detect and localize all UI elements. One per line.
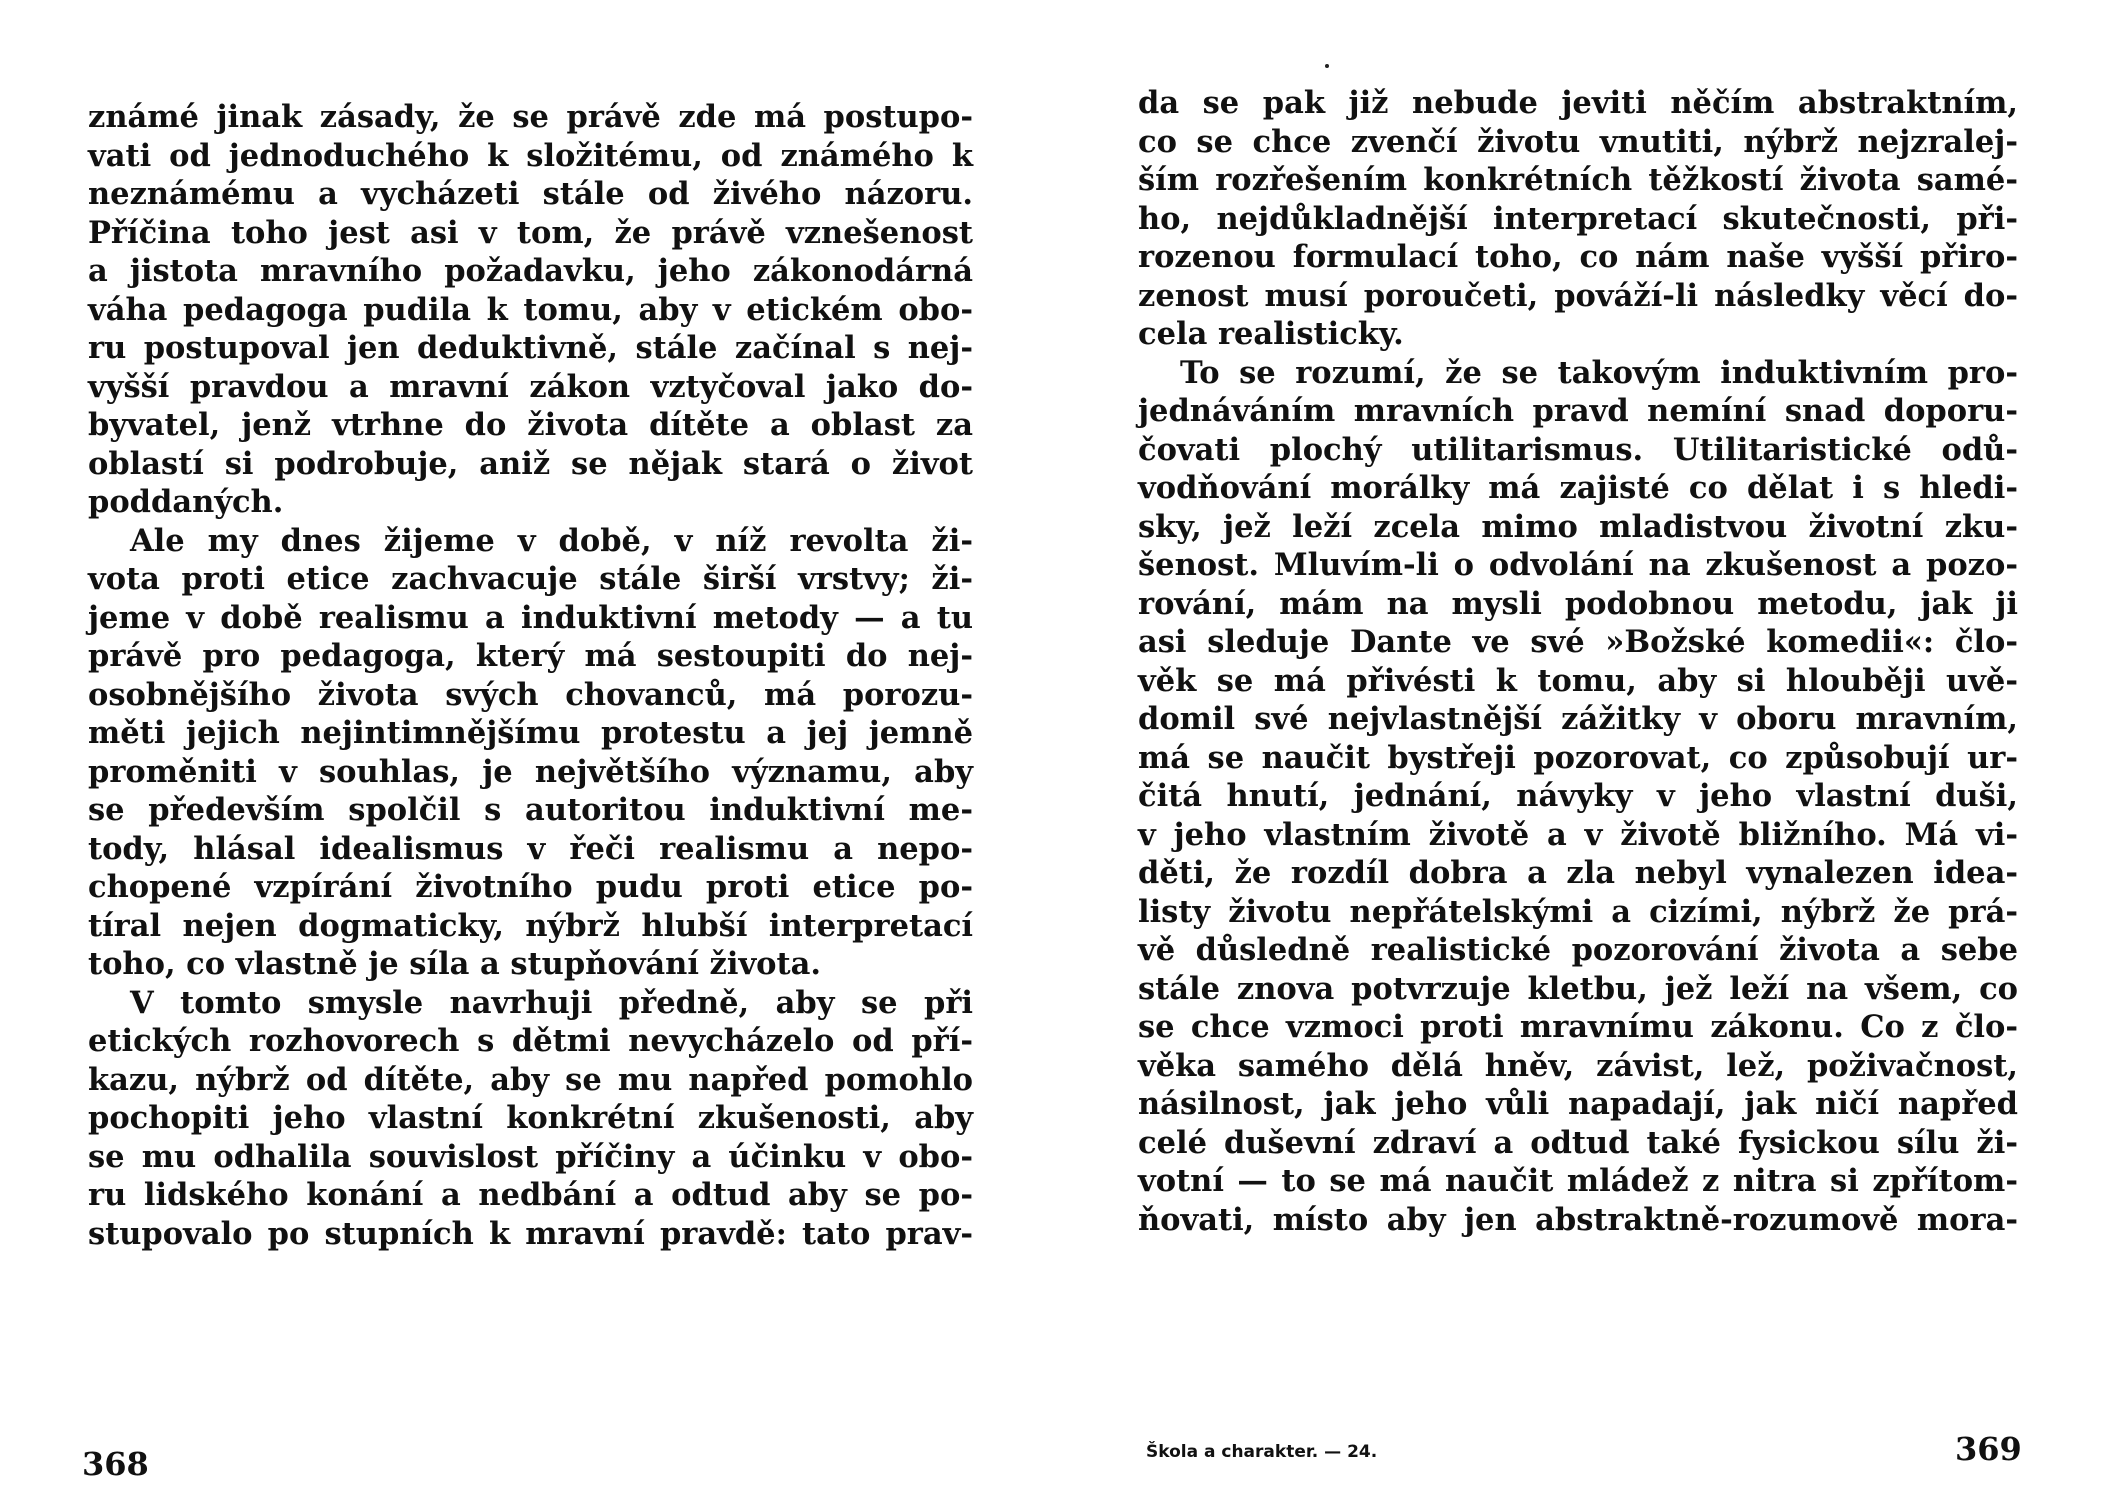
text-line: se chce vzmoci proti mravnímu zákonu. Co z člo- xyxy=(1138,1009,2018,1045)
text-line: čovati plochý utilitarismus. Utilitaristické odů- xyxy=(1138,431,2018,468)
text-line: pochopiti jeho vlastní konkrétní zkušenosti, aby xyxy=(88,1100,973,1136)
text-line: toho, co vlastně je síla a stupňování života. xyxy=(88,946,821,982)
page-number-left: 368 xyxy=(82,1445,149,1483)
text-line: oblastí si podrobuje, aniž se nějak stará o život xyxy=(88,445,973,482)
text-line: celé duševní zdraví a odtud také fysickou sílu ži- xyxy=(1138,1124,2018,1161)
text-line: měti jejich nejintimnějšímu protestu a jej jemně xyxy=(88,715,973,751)
text-line: právě pro pedagoga, který má sestoupiti do nej- xyxy=(88,638,973,674)
text-line: votní — to se má naučit mládež z nitra si zpřítom- xyxy=(1138,1163,2018,1199)
text-line: asi sleduje Dante ve své »Božské komedii«: člo- xyxy=(1138,624,2018,660)
text-line: se mu odhalila souvislost příčiny a účinku v obo- xyxy=(88,1138,973,1175)
text-line: rozenou formulací toho, co nám naše vyšší přiro- xyxy=(1138,239,2018,275)
text-line: sky, jež leží zcela mimo mladistvou životní zku- xyxy=(1138,508,2018,545)
text-line: vě důsledně realistické pozorování života a sebe xyxy=(1138,932,2018,968)
text-line: v jeho vlastním životě a v životě bližního. Má vi- xyxy=(1138,816,2018,853)
text-line: násilnost, jak jeho vůli napadají, jak ničí napřed xyxy=(1138,1086,2018,1122)
text-line: listy životu nepřátelskými a cizími, nýbrž že prá- xyxy=(1138,893,2018,930)
text-line: ho, nejdůkladnější interpretací skutečnosti, při- xyxy=(1138,200,2018,237)
text-line: etických rozhovorech s dětmi nevycházelo od pří- xyxy=(88,1023,973,1059)
text-line: kazu, nýbrž od dítěte, aby se mu napřed pomohlo xyxy=(88,1061,973,1098)
text-line: vota proti etice zachvacuje stále širší vrstvy; ži- xyxy=(88,561,973,597)
text-line: osobnějšího života svých chovanců, má porozu- xyxy=(88,676,973,713)
text-line: stále znova potvrzuje kletbu, jež leží na všem, co xyxy=(1138,970,2018,1007)
left-page-text xyxy=(88,98,973,1253)
text-line: proměniti v souhlas, je největšího významu, aby xyxy=(88,753,973,790)
text-line: vyšší pravdou a mravní zákon vztyčoval jako do- xyxy=(88,368,973,405)
text-line: da se pak již nebude jeviti něčím abstraktním, xyxy=(1138,85,2018,121)
text-line: neznámému a vycházeti stále od živého názoru. xyxy=(88,176,973,212)
text-line: tody, hlásal idealismus v řeči realismu a nepo- xyxy=(88,830,973,867)
text-line: Příčina toho jest asi v tom, že právě vznešenost xyxy=(88,214,973,251)
text-line: tíral nejen dogmaticky, nýbrž hlubší interpretací xyxy=(88,907,973,944)
text-line: známé jinak zásady, že se právě zde má postupo- xyxy=(88,99,973,135)
text-line: stupovalo po stupních k mravní pravdě: tato prav- xyxy=(88,1215,973,1252)
text-line: byvatel, jenž vtrhne do života dítěte a oblast za xyxy=(88,407,973,443)
text-line: má se naučit bystřeji pozorovat, co způsobují ur- xyxy=(1138,739,2018,776)
text-line: děti, že rozdíl dobra a zla nebyl vynalezen idea- xyxy=(1138,855,2018,891)
print-speck xyxy=(1325,64,1329,68)
text-line: vodňování morálky má zajisté co dělat i s hledi- xyxy=(1138,470,2018,506)
text-line: čitá hnutí, jednání, návyky v jeho vlastní duši, xyxy=(1138,778,2018,814)
text-line: ňovati, místo aby jen abstraktně-rozumově mora- xyxy=(1138,1201,2018,1238)
text-line: domil své nejvlastnější zážitky v oboru mravním, xyxy=(1138,701,2018,737)
right-page-text xyxy=(1138,84,2018,1239)
text-line: se především spolčil s autoritou induktivní me- xyxy=(88,792,973,828)
text-line: věk se má přivésti k tomu, aby si hlouběji uvě- xyxy=(1138,662,2018,699)
text-line: ru lidského konání a nedbání a odtud aby se po- xyxy=(88,1177,973,1213)
text-line: věka samého dělá hněv, závist, lež, poživačnost, xyxy=(1138,1047,2018,1084)
text-line: jednáváním mravních pravd nemíní snad doporu- xyxy=(1138,393,2018,429)
text-line: zenost musí poroučeti, pováží-li následky věcí do- xyxy=(1138,277,2018,314)
text-line: chopené vzpírání životního pudu proti etice po- xyxy=(88,869,973,905)
paragraph-start-line: Ale my dnes žijeme v době, v níž revolta ži- xyxy=(130,522,973,559)
text-line: poddaných. xyxy=(88,484,284,520)
text-line: váha pedagoga pudila k tomu, aby v etickém obo- xyxy=(88,291,973,328)
text-line: rování, mám na mysli podobnou metodu, jak ji xyxy=(1138,585,2018,622)
text-line: co se chce zvenčí životu vnutiti, nýbrž nejzralej- xyxy=(1138,123,2018,160)
paragraph-start-line: To se rozumí, že se takovým induktivním pro- xyxy=(1180,354,2018,391)
text-line: cela realisticky. xyxy=(1138,316,1404,352)
text-line: šenost. Mluvím-li o odvolání na zkušenost a pozo- xyxy=(1138,547,2018,583)
text-line: vati od jednoduchého k složitému, od známého k xyxy=(88,137,973,174)
paragraph-start-line: V tomto smysle navrhuji předně, aby se při xyxy=(130,984,973,1021)
text-line: ru postupoval jen deduktivně, stále začínal s nej- xyxy=(88,330,973,366)
page-number-right: 369 xyxy=(1955,1430,2022,1468)
text-line: a jistota mravního požadavku, jeho zákonodárná xyxy=(88,253,973,289)
signature-mark: Škola a charakter. — 24. xyxy=(1146,1442,1378,1462)
text-line: ším rozřešením konkrétních těžkostí života samé- xyxy=(1138,162,2018,198)
text-line: jeme v době realismu a induktivní metody — a tu xyxy=(88,599,973,636)
